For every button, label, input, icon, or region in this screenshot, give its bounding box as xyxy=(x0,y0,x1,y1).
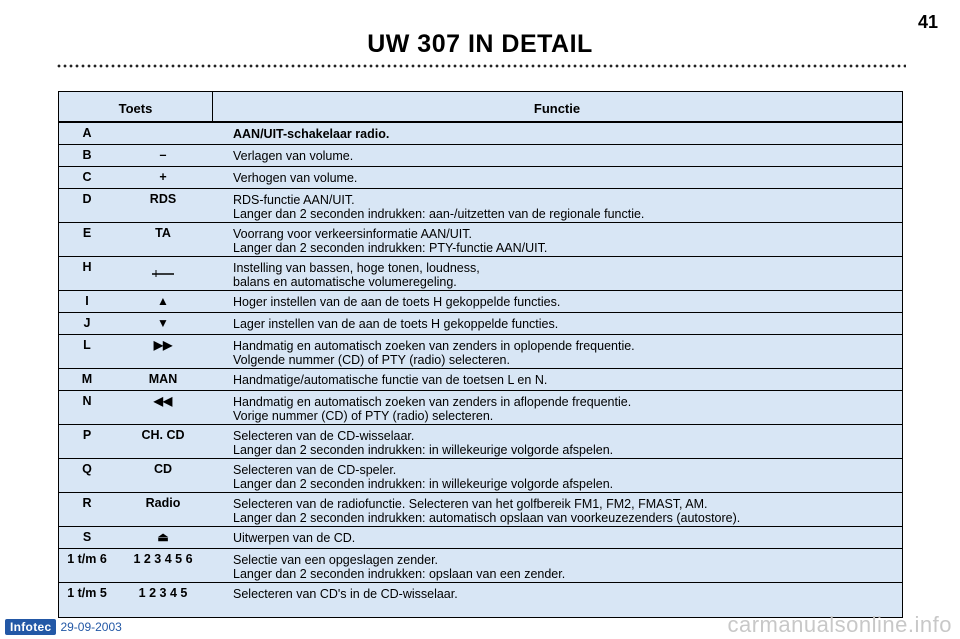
row-key: CH. CD xyxy=(141,428,185,442)
row-letter: C xyxy=(82,170,92,184)
table-row xyxy=(59,189,902,223)
footer-date: 29-09-2003 xyxy=(60,620,122,634)
row-key: + xyxy=(159,170,167,184)
row-function: Lager instellen van de aan de toets H gekoppelde functies. xyxy=(233,317,559,331)
row-key: – xyxy=(159,148,167,162)
row-function: Handmatige/automatische functie van de toetsen L en N. xyxy=(233,373,548,387)
row-function: Handmatig en automatisch zoeken van zenders in aflopende frequentie. Vorige nummer (CD) of PTY (radio) selecteren. xyxy=(233,395,632,423)
row-function: Instelling van bassen, hoge tonen, loudness, balans en automatische volumeregeling. xyxy=(233,261,480,289)
table-row xyxy=(59,223,902,257)
row-letter: H xyxy=(82,260,92,274)
table-row xyxy=(59,145,902,167)
controls-table xyxy=(58,91,903,618)
row-letter: R xyxy=(82,496,92,510)
rewind-icon: ◀◀ xyxy=(153,394,173,408)
row-letter: Q xyxy=(82,462,92,476)
footer xyxy=(5,619,122,635)
row-letter: S xyxy=(82,530,92,544)
row-letter: I xyxy=(85,294,89,308)
infotec-logo: Infotec xyxy=(5,619,56,635)
row-letter: 1 t/m 5 xyxy=(67,586,107,600)
table-row xyxy=(59,123,902,145)
row-function: RDS-functie AAN/UIT. Langer dan 2 seconden indrukken: aan-/uitzetten van de regionale functie. xyxy=(233,193,645,221)
table-row xyxy=(59,291,902,313)
dotted-divider xyxy=(56,64,906,68)
row-function: Selectie van een opgeslagen zender. Langer dan 2 seconden indrukken: opslaan van een zender. xyxy=(233,553,566,581)
row-letter: B xyxy=(82,148,92,162)
row-function: Hoger instellen van de aan de toets H gekoppelde functies. xyxy=(233,295,561,309)
row-key: MAN xyxy=(148,372,178,386)
page-number: 41 xyxy=(917,12,938,32)
row-key: 1 2 3 4 5 6 xyxy=(133,552,193,566)
fast-forward-icon: ▶▶ xyxy=(153,338,173,352)
page-title: UW 307 IN DETAIL xyxy=(367,30,593,58)
row-function: Verhogen van volume. xyxy=(233,171,358,185)
row-function: Voorrang voor verkeersinformatie AAN/UIT. Langer dan 2 seconden indrukken: PTY-functie AAN/UIT. xyxy=(233,227,548,255)
table-row xyxy=(59,369,902,391)
table-row xyxy=(59,527,902,549)
row-letter: P xyxy=(82,428,92,442)
row-letter: J xyxy=(83,316,91,330)
row-letter: A xyxy=(82,126,92,140)
table-row xyxy=(59,459,902,493)
row-letter: D xyxy=(82,192,92,206)
row-function: AAN/UIT-schakelaar radio. xyxy=(233,127,390,141)
row-function: Selecteren van de CD-speler. Langer dan 2 seconden indrukken: in willekeurige volgorde afspelen. xyxy=(233,463,614,491)
row-key: Radio xyxy=(145,496,181,510)
up-triangle-icon: ▲ xyxy=(157,294,169,308)
row-function: Handmatig en automatisch zoeken van zenders in oplopende frequentie. Volgende nummer (CD) of PTY (radio) selecteren. xyxy=(233,339,635,367)
table-row xyxy=(59,391,902,425)
table-row xyxy=(59,549,902,583)
table-row xyxy=(59,167,902,189)
eject-icon: ⏏ xyxy=(157,530,169,544)
watermark: carmanualsonline.info xyxy=(727,612,952,637)
table-row xyxy=(59,313,902,335)
header-function: Functie xyxy=(533,101,581,116)
row-key: 1 2 3 4 5 xyxy=(138,586,188,600)
header-key: Toets xyxy=(118,101,153,116)
table-row xyxy=(59,493,902,527)
row-letter: M xyxy=(81,372,93,386)
row-function: Uitwerpen van de CD. xyxy=(233,531,356,545)
row-key: RDS xyxy=(149,192,177,206)
table-row xyxy=(59,257,902,291)
row-letter: L xyxy=(83,338,91,352)
table-row xyxy=(59,335,902,369)
down-triangle-icon: ▼ xyxy=(157,316,169,330)
row-function: Selecteren van CD's in de CD-wisselaar. xyxy=(233,587,458,601)
slider-icon xyxy=(115,267,211,281)
row-letter: E xyxy=(82,226,92,240)
table-header xyxy=(59,92,902,123)
row-function: Selecteren van de CD-wisselaar. Langer dan 2 seconden indrukken: in willekeurige volgorde afspelen. xyxy=(233,429,614,457)
row-letter: N xyxy=(82,394,92,408)
row-letter: 1 t/m 6 xyxy=(67,552,107,566)
row-key: CD xyxy=(153,462,173,476)
row-key: TA xyxy=(155,226,171,240)
table-row xyxy=(59,425,902,459)
row-function: Selecteren van de radiofunctie. Selecteren van het golfbereik FM1, FM2, FMAST, AM. Langer dan 2 seconden indrukken: automatisch opslaan van voorkeuzezenders (autostore). xyxy=(233,497,741,525)
row-function: Verlagen van volume. xyxy=(233,149,354,163)
